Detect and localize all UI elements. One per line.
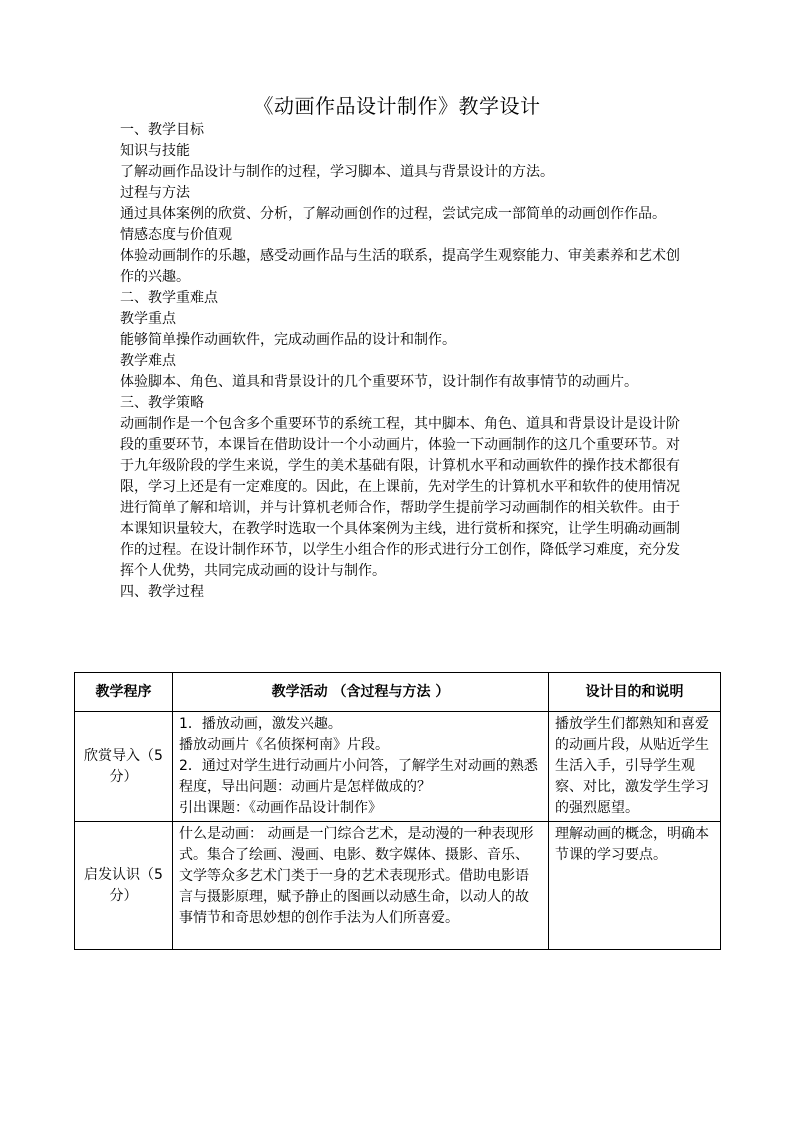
activity-line: 什么是动画： 动画是一门综合艺术，是动漫的一种表现形式。集合了绘画、漫画、电影、数字媒体、摄影、音乐、文学等众多艺术门类于一身的艺术表现形式。借助电影语言与摄影原理，赋予静止的图画以动感生命，以动人的故事情节和奇思妙想的创作手法为人们所喜爱。 (179, 826, 534, 926)
purpose-cell: 理解动画的概念，明确本节课的学习要点。 (549, 822, 721, 950)
paragraph-knowledge: 了解动画作品设计与制作的过程，学习脚本、道具与背景设计的方法。 (120, 164, 554, 180)
activity-line: 2．通过对学生进行动画片小问答，了解学生对动画的熟悉程度，导出问题：动画片是怎样做成的？ (179, 758, 538, 795)
header-activity: 教学活动 （含过程与方法 ） (173, 673, 549, 712)
teaching-process-table (74, 672, 721, 950)
paragraph-attitude: 体验动画制作的乐趣，感受动画作品与生活的联系，提高学生观察能力、审美素养和艺术创作的兴趣。 (120, 248, 680, 285)
paragraph-difficulty: 体验脚本、角色、道具和背景设计的几个重要环节，设计制作有故事情节的动画片。 (120, 374, 638, 390)
paragraph-process: 通过具体案例的欣赏、分析，了解动画创作的过程，尝试完成一部简单的动画创作作品。 (120, 206, 666, 222)
purpose-cell: 播放学生们都熟知和喜爱的动画片段，从贴近学生生活入手，引导学生观察、对比，激发学生学习的强烈愿望。 (549, 712, 721, 822)
subheading-focus: 教学重点 (120, 311, 176, 327)
subheading-knowledge: 知识与技能 (120, 143, 190, 159)
header-purpose: 设计目的和说明 (549, 673, 721, 712)
subheading-attitude: 情感态度与价值观 (120, 227, 232, 243)
document-body (120, 120, 680, 603)
section-heading-strategy: 三、教学策略 (120, 395, 204, 411)
activity-cell (173, 712, 549, 822)
activity-line: 播放动画片《名侦探柯南》片段。 (179, 737, 389, 753)
stage-cell: 欣赏导入（5分） (75, 712, 173, 822)
table-row (75, 712, 721, 822)
document-title: 《动画作品设计制作》教学设计 (253, 94, 541, 118)
activity-line: 1．播放动画，激发兴趣。 (179, 716, 342, 732)
subheading-process: 过程与方法 (120, 185, 190, 201)
section-heading-process: 四、教学过程 (120, 584, 204, 600)
section-heading-goals: 一、教学目标 (120, 122, 204, 138)
table-row (75, 822, 721, 950)
paragraph-strategy: 动画制作是一个包含多个重要环节的系统工程，其中脚本、角色、道具和背景设计是设计阶段的重要环节，本课旨在借助设计一个小动画片，体验一下动画制作的这几个重要环节。对于九年级阶段的学生来说，学生的美术基础有限，计算机水平和动画软件的操作技术都很有限，学习上还是有一定难度的。因此，在上课前，先对学生的计算机水平和软件的使用情况进行简单了解和培训，并与计算机老师合作，帮助学生提前学习动画制作的相关软件。由于本课知识量较大，在教学时选取一个具体案例为主线，进行赏析和探究，让学生明确动画制作的过程。在设计制作环节，以学生小组合作的形式进行分工创作，降低学习难度，充分发挥个人优势，共同完成动画的设计与制作。 (120, 416, 680, 579)
subheading-difficulty: 教学难点 (120, 353, 176, 369)
section-heading-key-points: 二、教学重难点 (120, 290, 218, 306)
activity-line: 引出课题：《动画作品设计制作》 (179, 800, 382, 816)
paragraph-focus: 能够简单操作动画软件，完成动画作品的设计和制作。 (120, 332, 456, 348)
header-stage: 教学程序 (75, 673, 173, 712)
stage-cell: 启发认识（5分） (75, 822, 173, 950)
table-header-row (75, 673, 721, 712)
activity-cell (173, 822, 549, 950)
